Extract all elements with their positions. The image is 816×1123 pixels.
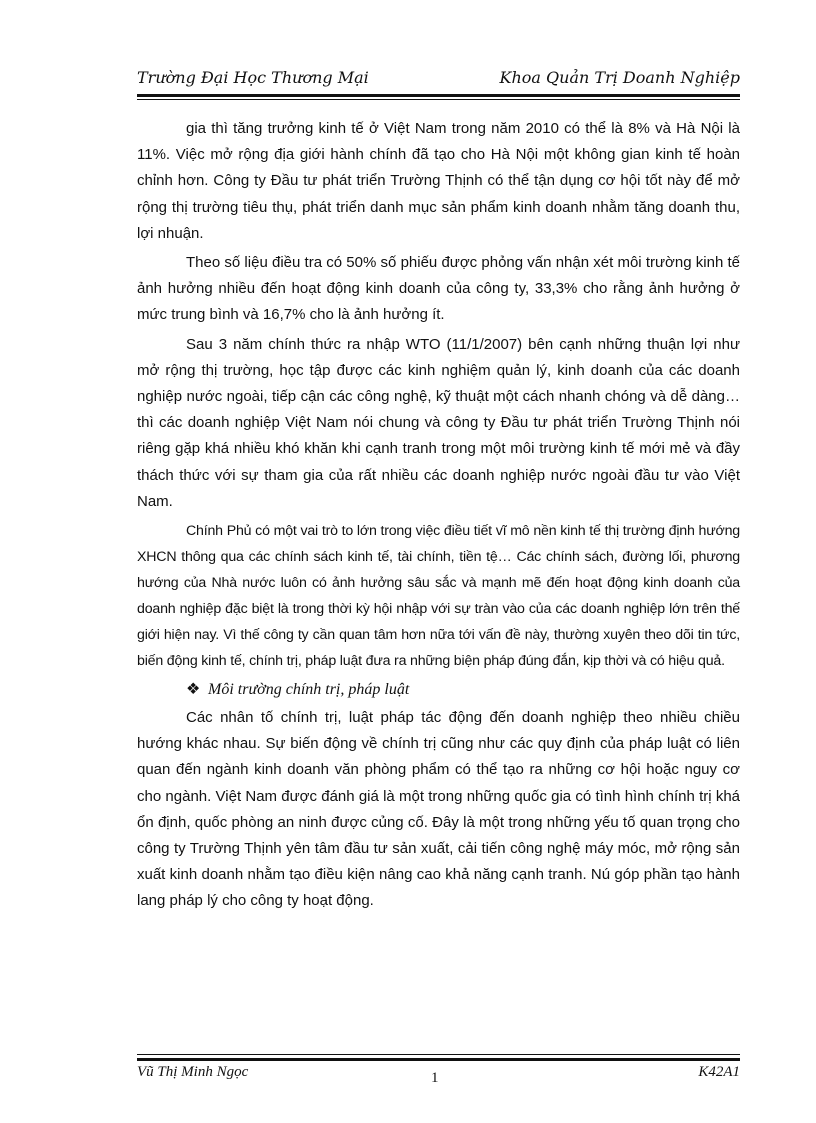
page-header [137,68,740,90]
footer-class: K42A1 [698,1064,740,1080]
page-footer [137,1056,740,1086]
footer-rule-thin [137,1054,740,1055]
header-rule-thin [137,99,740,100]
section-title: Môi trường chính trị, pháp luật [208,681,410,699]
paragraph-1: gia thì tăng trưởng kinh tế ở Việt Nam trong năm 2010 có thể là 8% và Hà Nội là 11%. Việc mở rộng địa giới hành chính đã tạo cho Hà Nội một không gian kinh tế hoàn chỉnh hơn. Công ty Đầu tư phát triển Trường Thịnh có thể tận dụng cơ hội tốt này để mở rộng thị trường tiêu thụ, phát triển danh mục sản phẩm kinh doanh nhằm tăng doanh thu, lợi nhuận. [137,120,740,242]
header-university: Trường Đại Học Thương Mại [137,68,369,87]
paragraph-5: Các nhân tố chính trị, luật pháp tác động đến doanh nghiệp theo nhiều chiều hướng khác nhau. Sự biến động về chính trị cũng như các quy định của pháp luật có liên quan đến ngành kinh doanh văn phòng phẩm có thể tạo ra những cơ hội hoặc nguy cơ cho ngành. Việt Nam được đánh giá là một trong những quốc gia có tình hình chính trị khá ổn định, quốc phòng an ninh được củng cố. Đây là một trong những yếu tố quan trọng cho công ty Trường Thịnh yên tâm đầu tư sản xuất, cải tiến công nghệ máy móc, mở rộng sản xuất kinh doanh nhằm tạo điều kiện nâng cao khả năng cạnh tranh. Nú góp phần tạo hành lang pháp lý cho công ty hoạt động. [137,709,740,910]
paragraph-3: Sau 3 năm chính thức ra nhập WTO (11/1/2007) bên cạnh những thuận lợi như mở rộng thị trường, học tập được các kinh nghiệm quản lý, kinh doanh của các doanh nghiệp nước ngoài, tiếp cận các công nghệ, kỹ thuật một cách nhanh chóng và dễ dàng… thì các doanh nghiệp Việt Nam nói chung và công ty Đầu tư phát triển Trường Thịnh nói riêng gặp khá nhiều khó khăn khi cạnh tranh trong một môi trường kinh tế mới mẻ và đầy thách thức với sự tham gia của rất nhiều các doanh nghiệp nước ngoài đầu tư vào Việt Nam. [137,335,740,510]
paragraph-4: Chính Phủ có một vai trò to lớn trong việc điều tiết vĩ mô nền kinh tế thị trường định hướng XHCN thông qua các chính sách kinh tế, tài chính, tiền tệ… Các chính sách, đường lối, phương hướng của Nhà nước luôn có ảnh hưởng sâu sắc và mạnh mẽ đến hoạt động kinh doanh của doanh nghiệp đặc biệt là trong thời kỳ hội nhập với sự tràn vào của các doanh nghiệp lớn trên thế giới hiện nay. Vì thế công ty cần quan tâm hơn nữa tới vấn đề này, thường xuyên theo dõi tin tức, biến động kinh tế, chính trị, pháp luật đưa ra những biện pháp đúng đắn, kịp thời và có hiệu quả. [137,523,740,670]
footer-author: Vũ Thị Minh Ngọc [137,1064,249,1080]
paragraph-2: Theo số liệu điều tra có 50% số phiếu được phỏng vấn nhận xét môi trường kinh tế ảnh hưởng nhiều đến hoạt động kinh doanh của công ty, 33,3% cho rằng ảnh hưởng ở mức trung bình và 16,7% cho là ảnh hưởng ít. [137,254,740,324]
section-heading [137,677,740,703]
header-rule-thick [137,94,740,97]
header-faculty: Khoa Quản Trị Doanh Nghiệp [499,68,740,87]
diamond-bullet-icon: ❖ [186,681,201,699]
page-number: 1 [431,1070,439,1086]
document-body [137,116,740,918]
